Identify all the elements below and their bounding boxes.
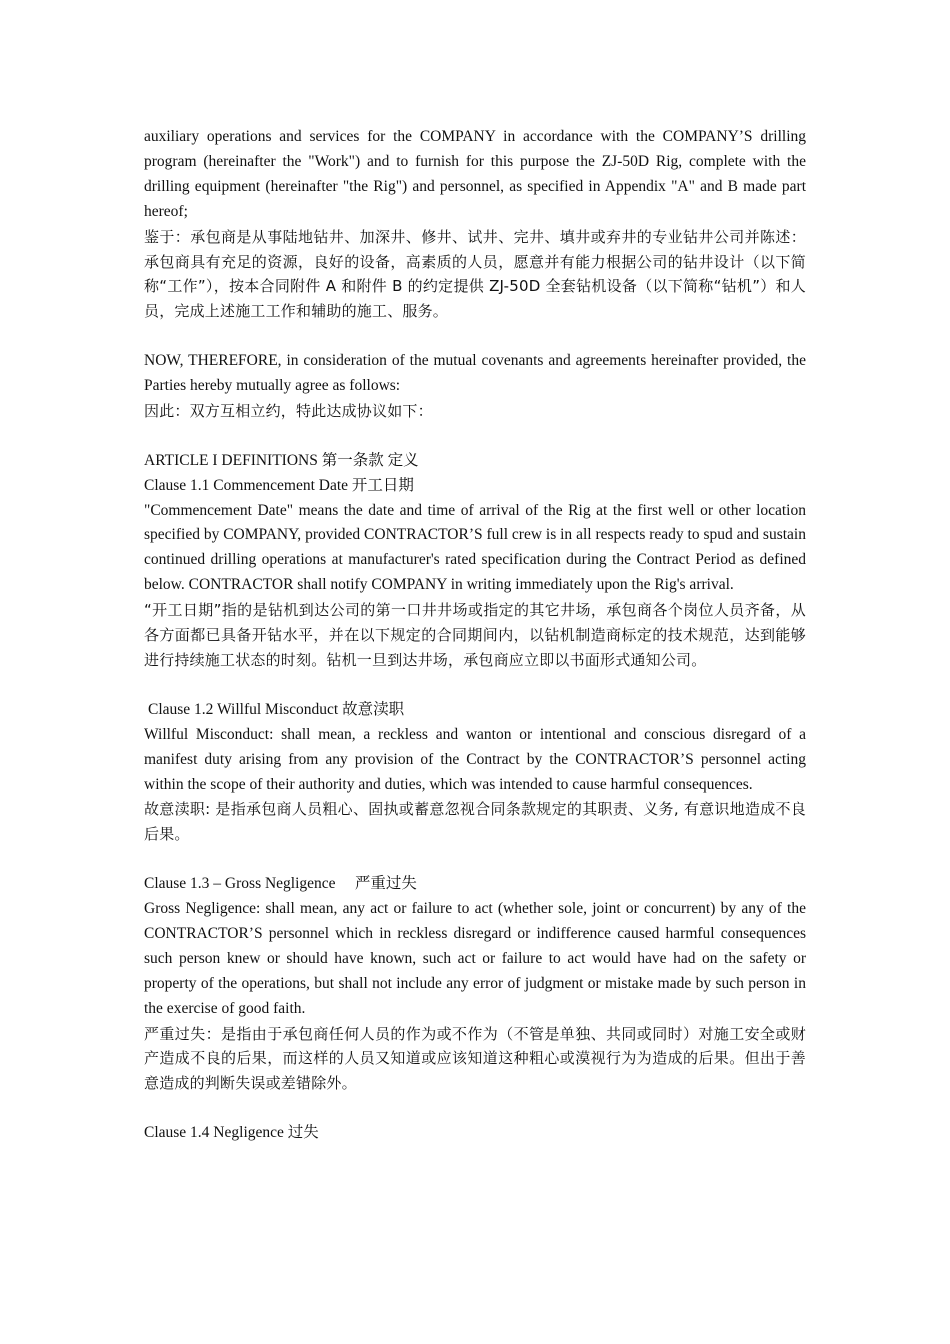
therefore-paragraph-cn: 因此：双方互相立约，特此达成协议如下： bbox=[144, 401, 433, 420]
clause-1-2-body-en: Willful Misconduct: shall mean, a reckless and wanton or intentional and conscious disregard of a manifest duty arising from any provision of the Contract by the CONTRACTOR’S personnel acting within the scope of their authority and duties, which was intended to cause harmful consequences. bbox=[144, 725, 806, 793]
clause-1-1-body-cn: “开工日期”指的是钻机到达公司的第一口井井场或指定的其它井场，承包商各个岗位人员齐备，从各方面都已具备开钻水平，并在以下规定的合同期间内，以钻机制造商标定的技术规范，达到能够进行持续施工状态的时刻。钻机一旦到达井场，承包商应立即以书面形式通知公司。 bbox=[144, 601, 806, 669]
spacer bbox=[144, 324, 806, 349]
clause-1-2-body-cn: 故意渎职: 是指承包商人员粗心、固执或蓄意忽视合同条款规定的其职责、义务, 有意识地造成不良后果。 bbox=[144, 800, 806, 844]
intro-paragraph-en: auxiliary operations and services for the COMPANY in accordance with the COMPANY’S drilling program (hereinafter the "Work") and to furnish for this purpose the ZJ-50D Rig, complete with the drilling equipment (hereinafter "the Rig") and personnel, as specified in Appendix "A" and B made part hereof; bbox=[144, 128, 806, 220]
clause-1-3-body-en: Gross Negligence: shall mean, any act or failure to act (whether sole, joint or concurrent) by any of the CONTRACTOR’S personnel which in reckless disregard or indifference caused harmful consequences such person knew or should have known, such act or failure to act would have had on the safety or property of the operations, but shall not include any error of judgment or mistake made by such person in the exercise of good faith. bbox=[144, 900, 806, 1017]
spacer bbox=[144, 1096, 806, 1121]
clause-1-2-heading: Clause 1.2 Willful Misconduct 故意渎职 bbox=[148, 700, 405, 718]
clause-1-4-heading: Clause 1.4 Negligence 过失 bbox=[144, 1124, 319, 1142]
clause-1-1-body-en: "Commencement Date" means the date and time of arrival of the Rig at the first well or other location specified by COMPANY, provided CONTRACTOR’S full crew is in all respects ready to spud and sustain continued drilling operations at manufacturer's rated specification during the Contract Period as defined below. CONTRACTOR shall notify COMPANY in writing immediately upon the Rig's arrival. bbox=[144, 501, 806, 594]
article-heading: ARTICLE I DEFINITIONS 第一条款 定义 bbox=[144, 451, 419, 469]
clause-1-3-heading: Clause 1.3 – Gross Negligence 严重过失 bbox=[144, 875, 417, 893]
therefore-paragraph-en: NOW, THEREFORE, in consideration of the mutual covenants and agreements hereinafter provided, the Parties hereby mutually agree as follows: bbox=[144, 352, 806, 395]
spacer bbox=[144, 847, 806, 872]
clause-1-1-heading: Clause 1.1 Commencement Date 开工日期 bbox=[144, 476, 414, 494]
clause-1-3-body-cn: 严重过失：是指由于承包商任何人员的作为或不作为（不管是单独、共同或同时）对施工安全或财产造成不良的后果，而这样的人员又知道或应该知道这种粗心或漠视行为为造成的后果。但出于善意造成的判断失误或差错除外。 bbox=[144, 1024, 806, 1093]
spacer bbox=[144, 673, 806, 698]
document-page bbox=[144, 125, 806, 1146]
intro-paragraph-cn: 鉴于：承包商是从事陆地钻井、加深井、修井、试井、完井、填井或弃井的专业钻井公司并陈述：承包商具有充足的资源，良好的设备，高素质的人员，愿意并有能力根据公司的钻井设计（以下简称“工作”），按本合同附件 A 和附件 B 的约定提供 ZJ-50D 全套钻机设备（以下简称“钻机”）和人员，完成上述施工工作和辅助的施工、服务。 bbox=[144, 227, 806, 321]
spacer bbox=[144, 424, 806, 449]
